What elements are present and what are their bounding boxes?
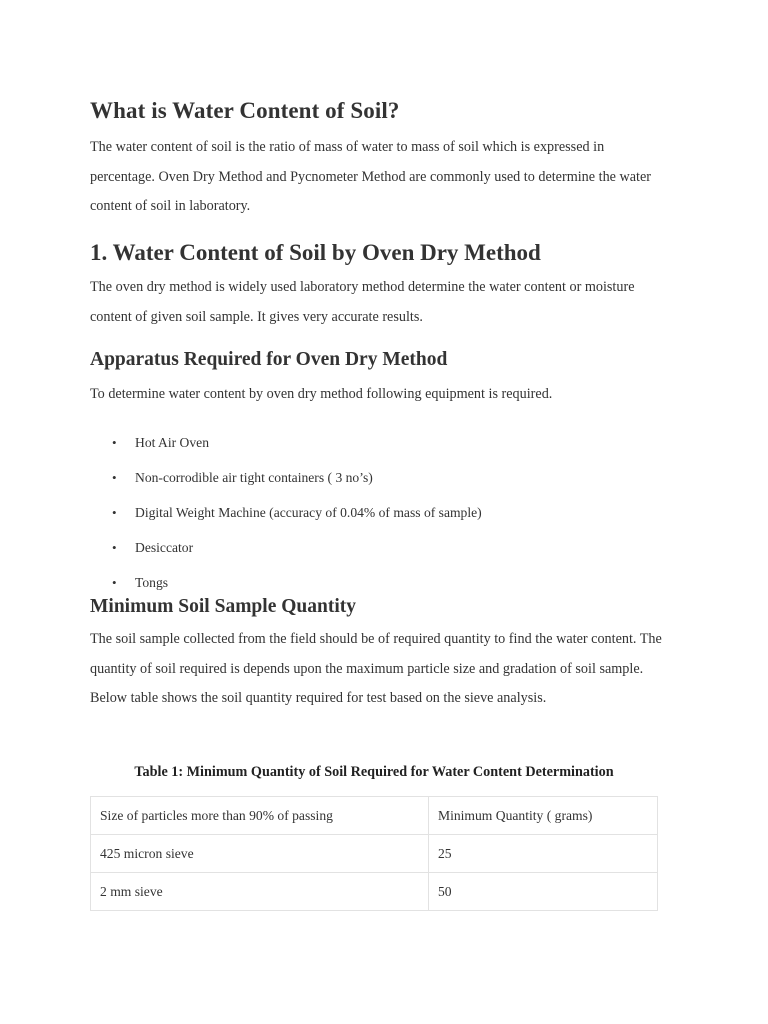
- min-sample-heading: Minimum Soil Sample Quantity: [90, 596, 356, 617]
- table-header-row: [91, 797, 658, 835]
- bullet-icon: •: [112, 435, 117, 450]
- list-item: [90, 465, 482, 500]
- intro-paragraph: The water content of soil is the ratio of mass of water to mass of soil which is expressed in percentage. Oven Dry Method and Pycnometer Method are commonly used to determine the water content of soil in laboratory.: [90, 139, 652, 214]
- table-cell: 425 micron sieve: [91, 835, 429, 873]
- table-cell: 2 mm sieve: [91, 873, 429, 911]
- table-cell: 50: [429, 873, 658, 911]
- table-row: [91, 835, 658, 873]
- table-row: [91, 873, 658, 911]
- list-item: [90, 500, 482, 535]
- list-item: [90, 535, 482, 570]
- list-item-label: Hot Air Oven: [135, 435, 210, 450]
- list-item-label: Non-corrodible air tight containers ( 3 no’s): [135, 470, 373, 485]
- min-sample-paragraph: The soil sample collected from the field should be of required quantity to find the water content. The quantity of soil required is depends upon the maximum particle size and gradation of soil sample. Below table shows the soil quantity required for test based on the sieve analysis.: [90, 631, 662, 706]
- list-item-label: Tongs: [135, 575, 169, 590]
- main-heading: What is Water Content of Soil?: [90, 98, 400, 123]
- list-item-label: Desiccator: [135, 540, 194, 555]
- bullet-icon: •: [112, 575, 117, 590]
- apparatus-list: [90, 430, 482, 605]
- soil-quantity-table: [90, 796, 658, 911]
- bullet-icon: •: [112, 540, 117, 555]
- table-header-cell: Minimum Quantity ( grams): [429, 797, 658, 835]
- table-caption: Table 1: Minimum Quantity of Soil Required for Water Content Determination: [134, 764, 614, 780]
- apparatus-heading: Apparatus Required for Oven Dry Method: [90, 349, 448, 370]
- table-cell: 25: [429, 835, 658, 873]
- section1-heading: 1. Water Content of Soil by Oven Dry Method: [90, 240, 541, 265]
- section1-paragraph: The oven dry method is widely used laboratory method determine the water content or moisture content of given soil sample. It gives very accurate results.: [90, 279, 635, 325]
- list-item: [90, 430, 482, 465]
- table-header-cell: Size of particles more than 90% of passing: [91, 797, 429, 835]
- bullet-icon: •: [112, 505, 117, 520]
- bullet-icon: •: [112, 470, 117, 485]
- list-item-label: Digital Weight Machine (accuracy of 0.04% of mass of sample): [135, 505, 482, 520]
- apparatus-intro: To determine water content by oven dry method following equipment is required.: [90, 386, 553, 402]
